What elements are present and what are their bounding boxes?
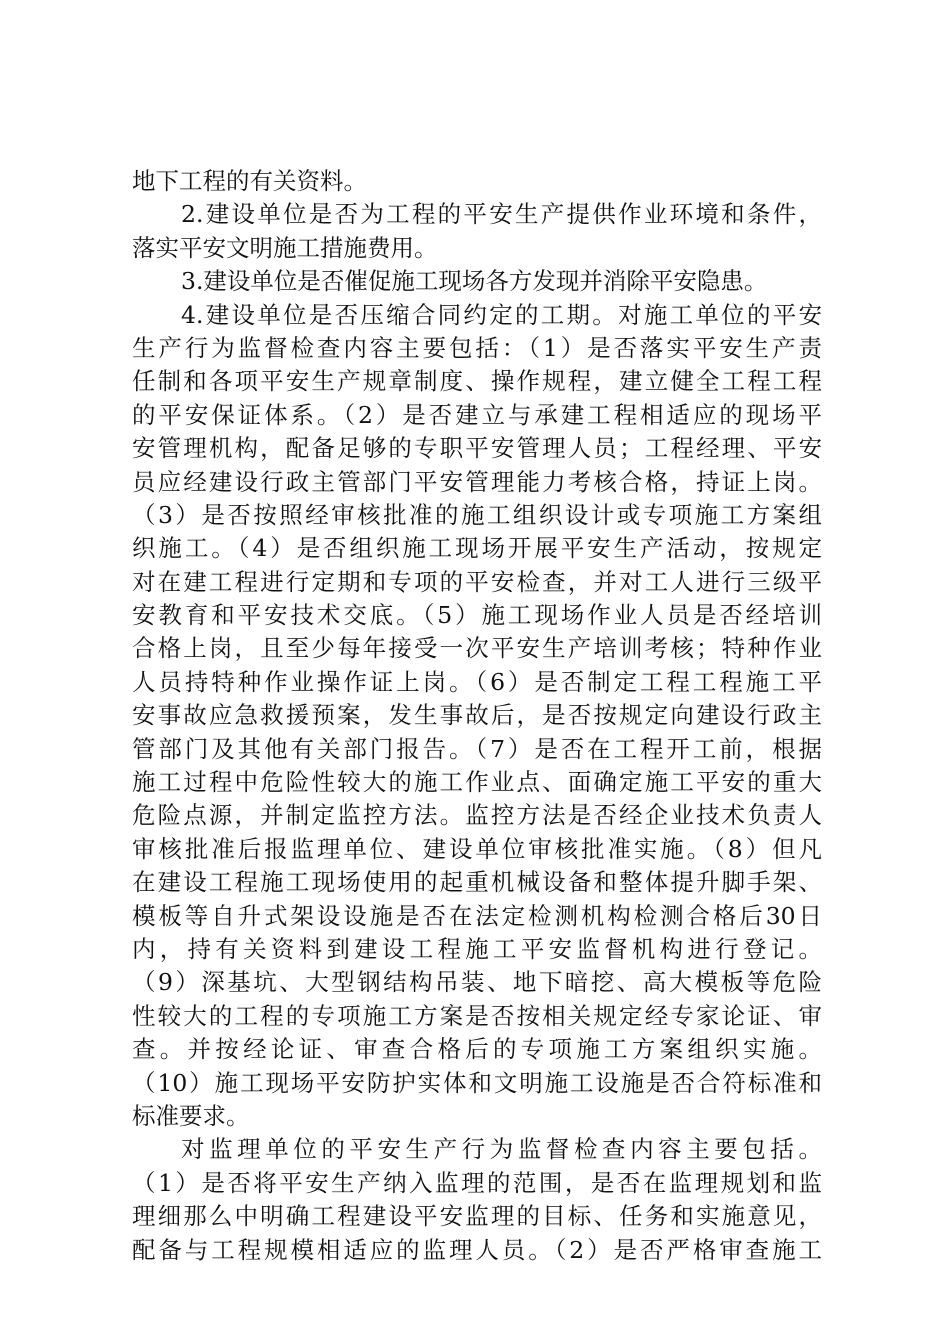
document-body bbox=[132, 165, 822, 1267]
text-line: 落实平安文明施工措施费用。 bbox=[132, 233, 438, 262]
text-line: 2.建设单位是否为工程的平安生产提供作业环境和条件， bbox=[181, 200, 822, 229]
text-line: 配备与工程规模相适应的监理人员。（2）是否严格审查施工 bbox=[132, 1235, 822, 1264]
text-line: 合格上岗，且至少每年接受一次平安生产培训考核；特种作业 bbox=[132, 634, 822, 663]
text-line: 查。并按经论证、审查合格后的专项施工方案组织实施。 bbox=[132, 1035, 822, 1064]
text-line: 危险点源，并制定监控方法。监控方法是否经企业技术负责人 bbox=[132, 801, 822, 830]
text-line: 员应经建设行政主管部门平安管理能力考核合格，持证上岗。 bbox=[132, 467, 822, 496]
text-line: 3.建设单位是否催促施工现场各方发现并消除平安隐患。 bbox=[181, 267, 768, 296]
text-line: 对在建工程进行定期和专项的平安检查，并对工人进行三级平 bbox=[132, 567, 822, 596]
text-line: 性较大的工程的专项施工方案是否按相关规定经专家论证、审 bbox=[132, 1001, 822, 1030]
text-line: 施工过程中危险性较大的施工作业点、面确定施工平安的重大 bbox=[132, 768, 822, 797]
text-line: 织施工。（4）是否组织施工现场开展平安生产活动，按规定 bbox=[132, 534, 822, 563]
text-line: 4.建设单位是否压缩合同约定的工期。对施工单位的平安 bbox=[181, 300, 822, 329]
text-line: 人员持特种作业操作证上岗。（6）是否制定工程工程施工平 bbox=[132, 667, 822, 696]
text-line: 生产行为监督检查内容主要包括：（1）是否落实平安生产责 bbox=[132, 333, 822, 362]
text-line: 安事故应急救援预案，发生事故后，是否按规定向建设行政主 bbox=[132, 701, 822, 730]
text-line: 安教育和平安技术交底。（5）施工现场作业人员是否经培训 bbox=[132, 601, 822, 630]
text-line: （3）是否按照经审核批准的施工组织设计或专项施工方案组 bbox=[132, 500, 822, 529]
text-line: 在建设工程施工现场使用的起重机械设备和整体提升脚手架、 bbox=[132, 868, 822, 897]
text-line: 内，持有关资料到建设工程施工平安监督机构进行登记。 bbox=[132, 934, 822, 963]
text-line: 模板等自升式架设设施是否在法定检测机构检测合格后30日 bbox=[132, 901, 822, 930]
text-line: 标准要求。 bbox=[132, 1101, 250, 1130]
text-line: 的平安保证体系。（2）是否建立与承建工程相适应的现场平 bbox=[132, 400, 822, 429]
text-line: 审核批准后报监理单位、建设单位审核批准实施。（8）但凡 bbox=[132, 834, 822, 863]
text-line: 安管理机构，配备足够的专职平安管理人员；工程经理、平安 bbox=[132, 434, 822, 463]
text-line: （1）是否将平安生产纳入监理的范围，是否在监理规划和监 bbox=[132, 1168, 822, 1197]
text-line: 对监理单位的平安生产行为监督检查内容主要包括。 bbox=[181, 1135, 822, 1164]
text-line: 管部门及其他有关部门报告。（7）是否在工程开工前，根据 bbox=[132, 734, 822, 763]
text-line: （10）施工现场平安防护实体和文明施工设施是否合符标准和 bbox=[132, 1068, 822, 1097]
text-line: 任制和各项平安生产规章制度、操作规程，建立健全工程工程 bbox=[132, 367, 822, 396]
text-line: 地下工程的有关资料。 bbox=[132, 167, 367, 195]
text-line: （9）深基坑、大型钢结构吊装、地下暗挖、高大模板等危险 bbox=[132, 968, 822, 997]
text-line: 理细那么中明确工程建设平安监理的目标、任务和实施意见， bbox=[132, 1202, 822, 1231]
